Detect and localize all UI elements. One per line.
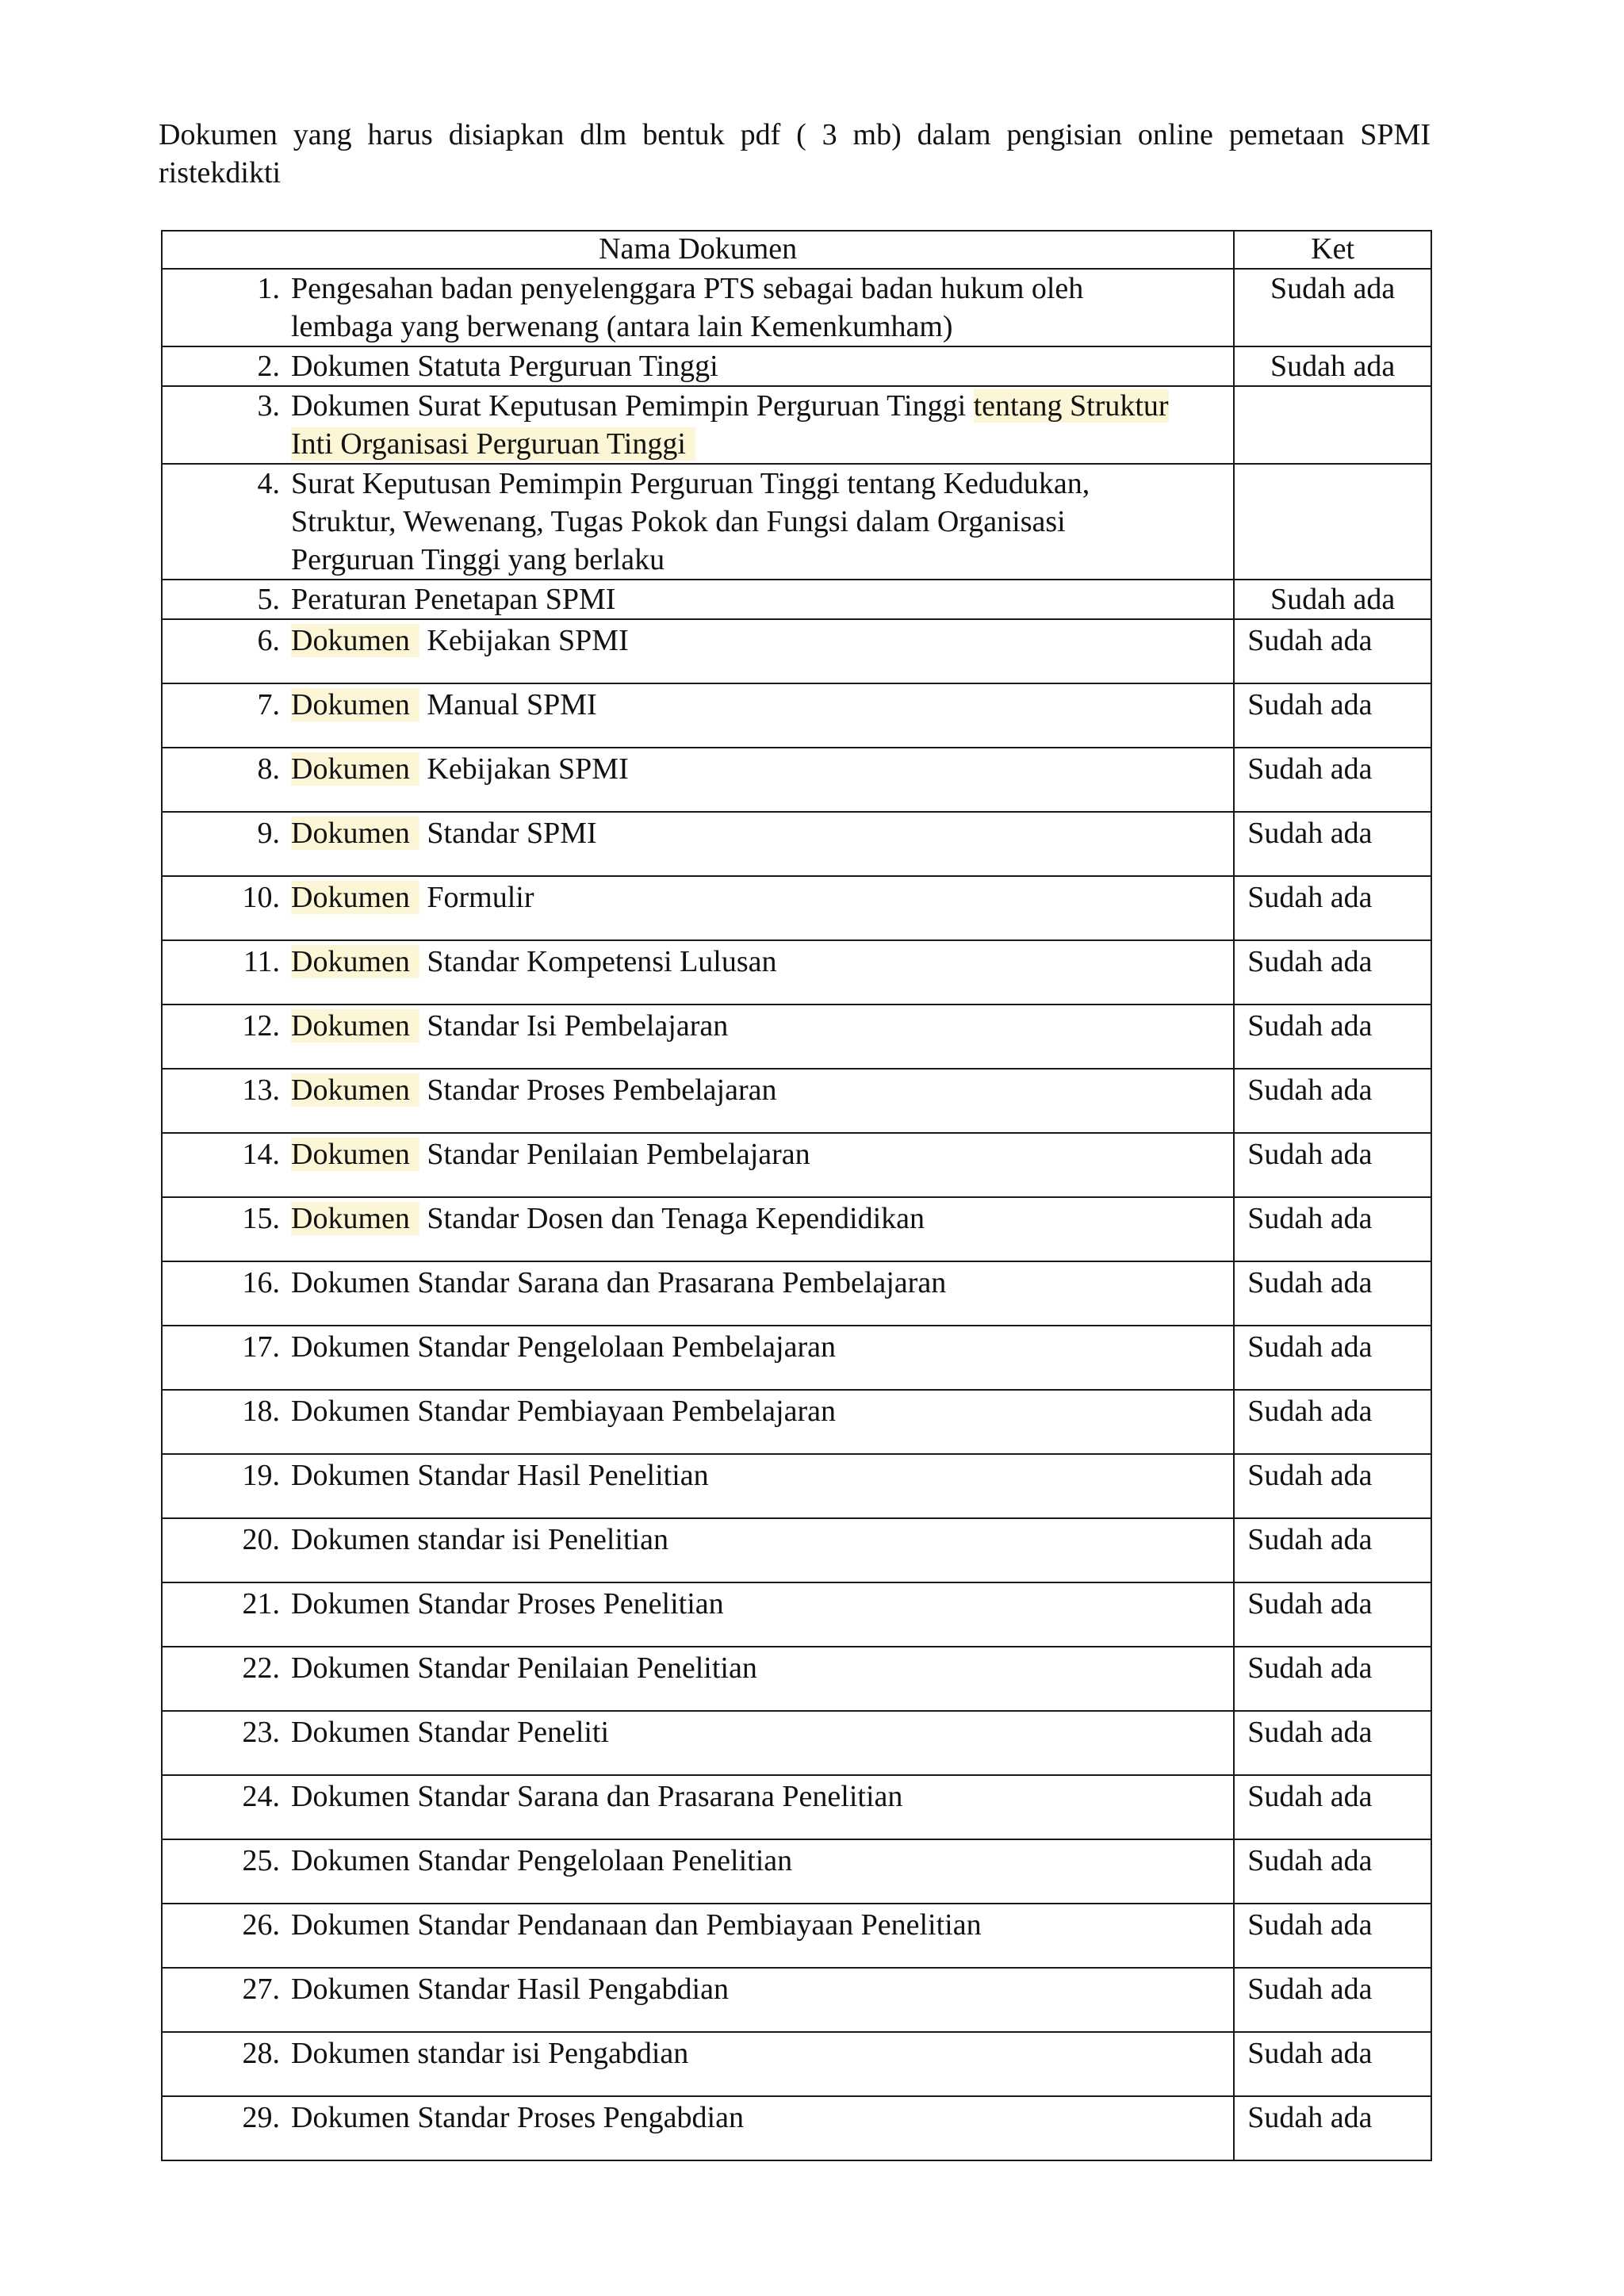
row-ket: Sudah ada [1247, 1587, 1373, 1621]
row-name [291, 387, 1233, 463]
row-name-part: Standar Pengelolaan Penelitian [417, 1844, 793, 1877]
row-number: 11. [243, 945, 280, 978]
row-name: Peraturan Penetapan SPMI [291, 583, 616, 616]
row-name-part: standar isi Penelitian [417, 1523, 668, 1556]
table-row [162, 940, 1431, 1004]
row-number: 12. [242, 1009, 280, 1043]
table-row [162, 683, 1431, 748]
row-name-part: Standar Dosen dan Tenaga Kependidikan [427, 1202, 925, 1235]
row-number: 1. [257, 272, 280, 305]
row-ket: Sudah ada [1247, 1138, 1373, 1171]
highlighted-text: Dokumen [291, 1009, 419, 1043]
table-row [162, 619, 1431, 683]
ket-cell [1234, 1069, 1431, 1133]
table-row [162, 1968, 1431, 2032]
name-cell [162, 1390, 1234, 1454]
row-name-part: Dokumen [291, 1587, 410, 1621]
highlighted-text: Dokumen [291, 881, 419, 914]
ket-cell [1234, 748, 1431, 812]
table-row [162, 812, 1431, 876]
row-name [291, 1456, 1233, 1494]
ket-cell [1234, 580, 1431, 619]
row-name-part: Standar Penilaian Penelitian [417, 1651, 757, 1685]
table-row [162, 1197, 1431, 1261]
row-number: 8. [257, 752, 280, 786]
name-cell [162, 1133, 1234, 1197]
row-name: Surat Keputusan Pemimpin Perguruan Tinggi tentang Kedudukan, Struktur, Wewenang, Tugas Pokok dan Fungsi dalam Organisasi Perguruan Tinggi yang berlaku [291, 467, 1090, 576]
name-cell [162, 1518, 1234, 1582]
row-name [291, 1842, 1233, 1880]
row-name-part: Formulir [427, 881, 534, 914]
row-ket: Sudah ada [1247, 1266, 1373, 1299]
name-cell [162, 2032, 1234, 2096]
ket-cell [1234, 1775, 1431, 1839]
table-row [162, 346, 1431, 386]
row-number: 19. [242, 1459, 280, 1492]
row-name-part: Standar Peneliti [417, 1716, 610, 1749]
row-name-part: Dokumen [291, 1330, 410, 1364]
row-name-part: Dokumen [291, 2037, 410, 2070]
row-number: 16. [242, 1266, 280, 1299]
ket-cell [1234, 1582, 1431, 1647]
highlighted-text: Dokumen [291, 1202, 419, 1235]
row-name [291, 1200, 1233, 1238]
row-name [291, 1071, 1233, 1109]
row-ket: Sudah ada [1247, 1202, 1373, 1235]
header-nama-dokumen: Nama Dokumen [162, 231, 1234, 269]
row-ket: Sudah ada [1247, 624, 1373, 657]
row-name-part: Standar Proses Pembelajaran [427, 1073, 777, 1107]
table-row [162, 464, 1431, 580]
row-name-part: Dokumen [291, 1459, 410, 1492]
row-name-part: Standar Penilaian Pembelajaran [427, 1138, 810, 1171]
row-name-part: Dokumen [291, 1266, 410, 1299]
row-name-part: Standar Hasil Pengabdian [417, 1973, 729, 2006]
row-name [291, 1585, 1233, 1623]
name-cell [162, 2096, 1234, 2160]
name-cell [162, 812, 1234, 876]
row-name-part: Dokumen [291, 1716, 410, 1749]
name-cell [162, 1711, 1234, 1775]
row-ket: Sudah ada [1247, 688, 1373, 721]
row-name [291, 750, 1233, 788]
table-row [162, 1390, 1431, 1454]
row-ket: Sudah ada [1247, 752, 1373, 786]
row-name-part: Dokumen [291, 1844, 410, 1877]
ket-cell [1234, 2032, 1431, 2096]
row-ket: Sudah ada [1247, 1716, 1373, 1749]
ket-cell [1234, 683, 1431, 748]
standard-document-rows [162, 619, 1431, 2160]
table-row [162, 2032, 1431, 2096]
row-number: 29. [242, 2101, 280, 2134]
table-row [162, 1261, 1431, 1326]
table-row [162, 876, 1431, 940]
row-ket: Sudah ada [1247, 1073, 1373, 1107]
name-cell [162, 748, 1234, 812]
row-name-part: Manual SPMI [427, 688, 597, 721]
row-name [291, 1135, 1233, 1173]
ket-cell [1234, 1133, 1431, 1197]
row-name [291, 2099, 1233, 2137]
row-ket: Sudah ada [1247, 1780, 1373, 1813]
row-number: 15. [242, 1202, 280, 1235]
ket-cell [1234, 1518, 1431, 1582]
row-ket: Sudah ada [1247, 1330, 1373, 1364]
row-name-part: Dokumen Surat Keputusan Pemimpin Perguruan Tinggi [291, 389, 967, 423]
ket-cell [1234, 812, 1431, 876]
highlighted-text: Dokumen [291, 624, 419, 657]
row-name-part: Dokumen [291, 1973, 410, 2006]
highlighted-text: Dokumen [291, 1073, 419, 1107]
table-row [162, 386, 1431, 464]
row-name [291, 1777, 1233, 1816]
row-name-part: Standar Sarana dan Prasarana Pembelajaran [417, 1266, 947, 1299]
table-row [162, 1582, 1431, 1647]
row-ket: Sudah ada [1247, 1651, 1373, 1685]
intro-line-1: Dokumen yang harus disiapkan dlm bentuk pdf ( 3 mb) dalam pengisian online pemetaan SPMI [159, 118, 1431, 151]
row-name-part: Standar Pembiayaan Pembelajaran [417, 1395, 836, 1428]
row-ket: Sudah ada [1247, 1395, 1373, 1428]
name-cell [162, 1454, 1234, 1518]
row-name [291, 1007, 1233, 1045]
highlighted-text: Dokumen [291, 817, 419, 850]
row-name-part: Kebijakan SPMI [427, 752, 629, 786]
row-name-part: Dokumen [291, 1651, 410, 1685]
table-row [162, 580, 1431, 619]
row-ket: Sudah ada [1247, 1973, 1373, 2006]
row-number: 23. [242, 1716, 280, 1749]
row-name [291, 622, 1233, 660]
intro-line-2: ristekdikti [159, 156, 282, 189]
row-name [291, 1521, 1233, 1559]
ket-cell [1234, 1261, 1431, 1326]
ket-cell [1234, 940, 1431, 1004]
row-name-part: Standar Proses Pengabdian [417, 2101, 744, 2134]
row-number: 21. [242, 1587, 280, 1621]
row-name [291, 1392, 1233, 1430]
row-number: 10. [242, 881, 280, 914]
row-number: 14. [242, 1138, 280, 1171]
name-cell [162, 464, 1234, 580]
row-name [291, 1906, 1233, 1944]
name-cell [162, 1647, 1234, 1711]
table-row [162, 1133, 1431, 1197]
row-number: 7. [257, 688, 280, 721]
table-row [162, 748, 1431, 812]
row-number: 3. [257, 389, 280, 423]
row-name-part: Standar Sarana dan Prasarana Penelitian [417, 1780, 903, 1813]
name-cell [162, 940, 1234, 1004]
row-name-part: Dokumen [291, 1523, 410, 1556]
row-number: 27. [242, 1973, 280, 2006]
ket-cell [1234, 1454, 1431, 1518]
row-number: 25. [242, 1844, 280, 1877]
ket-cell [1234, 876, 1431, 940]
row-number: 13. [242, 1073, 280, 1107]
row-ket: Sudah ada [1247, 1009, 1373, 1043]
row-number: 22. [242, 1651, 280, 1685]
table-row [162, 1069, 1431, 1133]
row-name-part: Standar Hasil Penelitian [417, 1459, 709, 1492]
row-number: 28. [242, 2037, 280, 2070]
highlighted-text: Dokumen [291, 1138, 419, 1171]
document-table [161, 230, 1432, 2161]
ket-cell [1234, 1197, 1431, 1261]
row-name-part: Kebijakan SPMI [427, 624, 629, 657]
ket-cell [1234, 2096, 1431, 2160]
row-ket: Sudah ada [1270, 350, 1396, 383]
name-cell [162, 876, 1234, 940]
name-cell [162, 1326, 1234, 1390]
row-name [291, 1264, 1233, 1302]
name-cell [162, 619, 1234, 683]
table-row [162, 1454, 1431, 1518]
row-number: 2. [257, 350, 280, 383]
row-number: 17. [242, 1330, 280, 1364]
row-ket: Sudah ada [1247, 881, 1373, 914]
row-ket: Sudah ada [1247, 1908, 1373, 1942]
table-row [162, 1904, 1431, 1968]
row-name-part: Standar Kompetensi Lulusan [427, 945, 777, 978]
row-ket: Sudah ada [1270, 272, 1396, 305]
row-number: 6. [257, 624, 280, 657]
name-cell [162, 1069, 1234, 1133]
row-ket: Sudah ada [1247, 1844, 1373, 1877]
table-header-row [162, 231, 1431, 269]
row-name [291, 1328, 1233, 1366]
row-name-part: Dokumen [291, 1908, 410, 1942]
row-name-part: Dokumen [291, 1780, 410, 1813]
name-cell [162, 1261, 1234, 1326]
name-cell [162, 1968, 1234, 2032]
name-cell [162, 683, 1234, 748]
name-cell [162, 1197, 1234, 1261]
row-number: 20. [242, 1523, 280, 1556]
table-row [162, 1839, 1431, 1904]
highlighted-text: Dokumen [291, 945, 419, 978]
row-ket: Sudah ada [1247, 2037, 1373, 2070]
row-name [291, 2034, 1233, 2072]
ket-cell [1234, 464, 1431, 580]
row-ket: Sudah ada [1270, 583, 1396, 616]
row-name [291, 1713, 1233, 1751]
row-ket: Sudah ada [1247, 1459, 1373, 1492]
ket-cell [1234, 1004, 1431, 1069]
row-name [291, 686, 1233, 724]
name-cell [162, 346, 1234, 386]
table-row [162, 1711, 1431, 1775]
name-cell [162, 1582, 1234, 1647]
intro-paragraph [159, 116, 1431, 192]
ket-cell [1234, 386, 1431, 464]
header-ket: Ket [1234, 231, 1431, 269]
row-name-part: Dokumen [291, 2101, 410, 2134]
name-cell [162, 580, 1234, 619]
row-name-part: Standar Isi Pembelajaran [427, 1009, 729, 1043]
row-number: 18. [242, 1395, 280, 1428]
table-row [162, 1647, 1431, 1711]
name-cell [162, 1775, 1234, 1839]
ket-cell [1234, 346, 1431, 386]
table-row [162, 2096, 1431, 2160]
row-name [291, 1970, 1233, 2008]
name-cell [162, 1839, 1234, 1904]
row-number: 4. [257, 467, 280, 500]
row-name-part: Standar SPMI [427, 817, 597, 850]
highlighted-text: Dokumen [291, 752, 419, 786]
ket-cell [1234, 1326, 1431, 1390]
row-name: Dokumen Statuta Perguruan Tinggi [291, 350, 718, 383]
table-row [162, 1775, 1431, 1839]
row-number: 5. [257, 583, 280, 616]
row-number: 9. [257, 817, 280, 850]
row-name-part: Standar Pendanaan dan Pembiayaan Penelitian [417, 1908, 982, 1942]
table-row [162, 269, 1431, 346]
row-name-part: Standar Proses Penelitian [417, 1587, 724, 1621]
row-name [291, 1649, 1233, 1687]
row-name [291, 814, 1233, 852]
name-cell [162, 386, 1234, 464]
highlighted-text: Dokumen [291, 688, 419, 721]
row-ket: Sudah ada [1247, 817, 1373, 850]
row-name-part: Dokumen [291, 1395, 410, 1428]
name-cell [162, 269, 1234, 346]
row-ket: Sudah ada [1247, 1523, 1373, 1556]
row-number: 26. [242, 1908, 280, 1942]
row-name: Pengesahan badan penyelenggara PTS sebagai badan hukum oleh lembaga yang berwenang (antara lain Kemenkumham) [291, 272, 1084, 343]
table-row [162, 1004, 1431, 1069]
name-cell [162, 1004, 1234, 1069]
row-name [291, 878, 1233, 916]
ket-cell [1234, 1968, 1431, 2032]
table-row [162, 1326, 1431, 1390]
ket-cell [1234, 1904, 1431, 1968]
ket-cell [1234, 269, 1431, 346]
table-row [162, 1518, 1431, 1582]
ket-cell [1234, 1647, 1431, 1711]
row-name-part: standar isi Pengabdian [417, 2037, 689, 2070]
name-cell [162, 1904, 1234, 1968]
row-name-part: Standar Pengelolaan Pembelajaran [417, 1330, 836, 1364]
ket-cell [1234, 619, 1431, 683]
highlighted-text: tentang Struktur Inti Organisasi Perguruan Tinggi [291, 389, 1169, 461]
ket-cell [1234, 1390, 1431, 1454]
row-name [291, 943, 1233, 981]
row-ket: Sudah ada [1247, 945, 1373, 978]
row-number: 24. [242, 1780, 280, 1813]
row-ket: Sudah ada [1247, 2101, 1373, 2134]
ket-cell [1234, 1711, 1431, 1775]
ket-cell [1234, 1839, 1431, 1904]
